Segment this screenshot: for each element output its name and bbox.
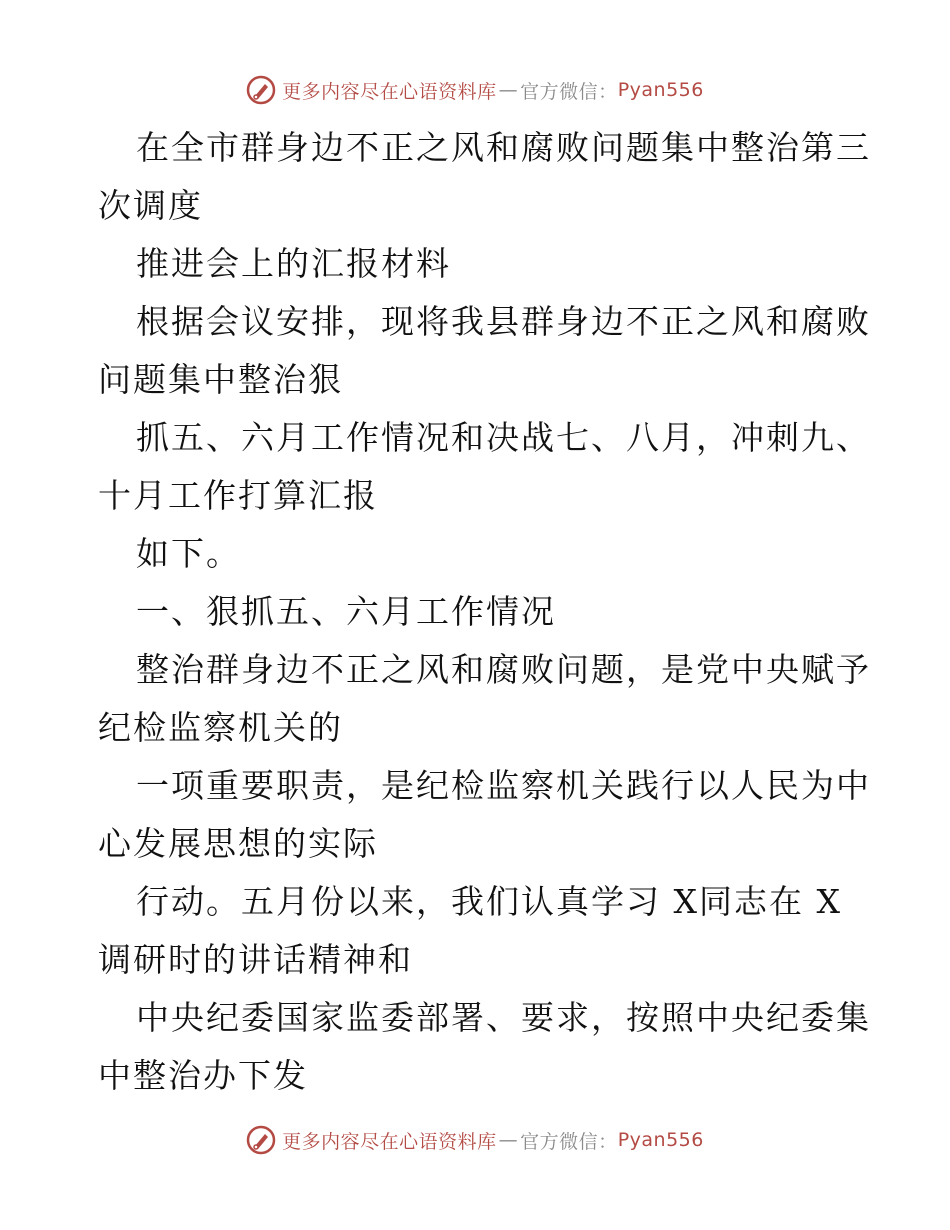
document-line: 次调度 <box>98 186 203 225</box>
banner-wechat-id: Pyan556 <box>617 1129 704 1151</box>
document-line: 中央纪委国家监委部署、要求，按照中央纪委集 <box>136 998 871 1037</box>
document-line: 抓五、六月工作情况和决战七、八月，冲刺九、 <box>136 418 871 457</box>
header-banner <box>0 70 950 110</box>
document-line: 推进会上的汇报材料 <box>136 244 451 283</box>
document-body <box>98 119 871 1105</box>
document-line: 问题集中整治狠 <box>98 360 343 399</box>
document-line: 纪检监察机关的 <box>98 708 343 747</box>
document-line: 整治群身边不正之风和腐败问题，是党中央赋予 <box>136 650 871 689</box>
banner-text: 更多内容尽在心语资料库 <box>282 1130 497 1153</box>
document-line: 一项重要职责，是纪检监察机关践行以人民为中 <box>136 766 871 805</box>
document-line: 心发展思想的实际 <box>98 824 378 863</box>
document-line: 十月工作打算汇报 <box>98 476 378 515</box>
pen-logo-icon <box>246 75 276 105</box>
banner-official-label: 官方微信： <box>520 80 618 103</box>
document-line: 在全市群身边不正之风和腐败问题集中整治第三 <box>136 128 871 167</box>
banner-separator: — <box>498 1129 519 1151</box>
document-line: 中整治办下发 <box>98 1056 308 1095</box>
banner-wechat-id: Pyan556 <box>617 79 704 101</box>
document-line: 行动。五月份以来，我们认真学习 X同志在 X <box>136 882 842 921</box>
document-line: 如下。 <box>136 534 241 573</box>
banner-official-label: 官方微信： <box>520 1130 618 1153</box>
pen-logo-icon <box>246 1125 276 1155</box>
document-line: 根据会议安排，现将我县群身边不正之风和腐败 <box>136 302 871 341</box>
footer-banner <box>0 1120 950 1160</box>
document-line: 一、狠抓五、六月工作情况 <box>136 592 556 631</box>
document-line: 调研时的讲话精神和 <box>98 940 413 979</box>
banner-separator: — <box>498 79 519 101</box>
banner-text: 更多内容尽在心语资料库 <box>282 80 497 103</box>
